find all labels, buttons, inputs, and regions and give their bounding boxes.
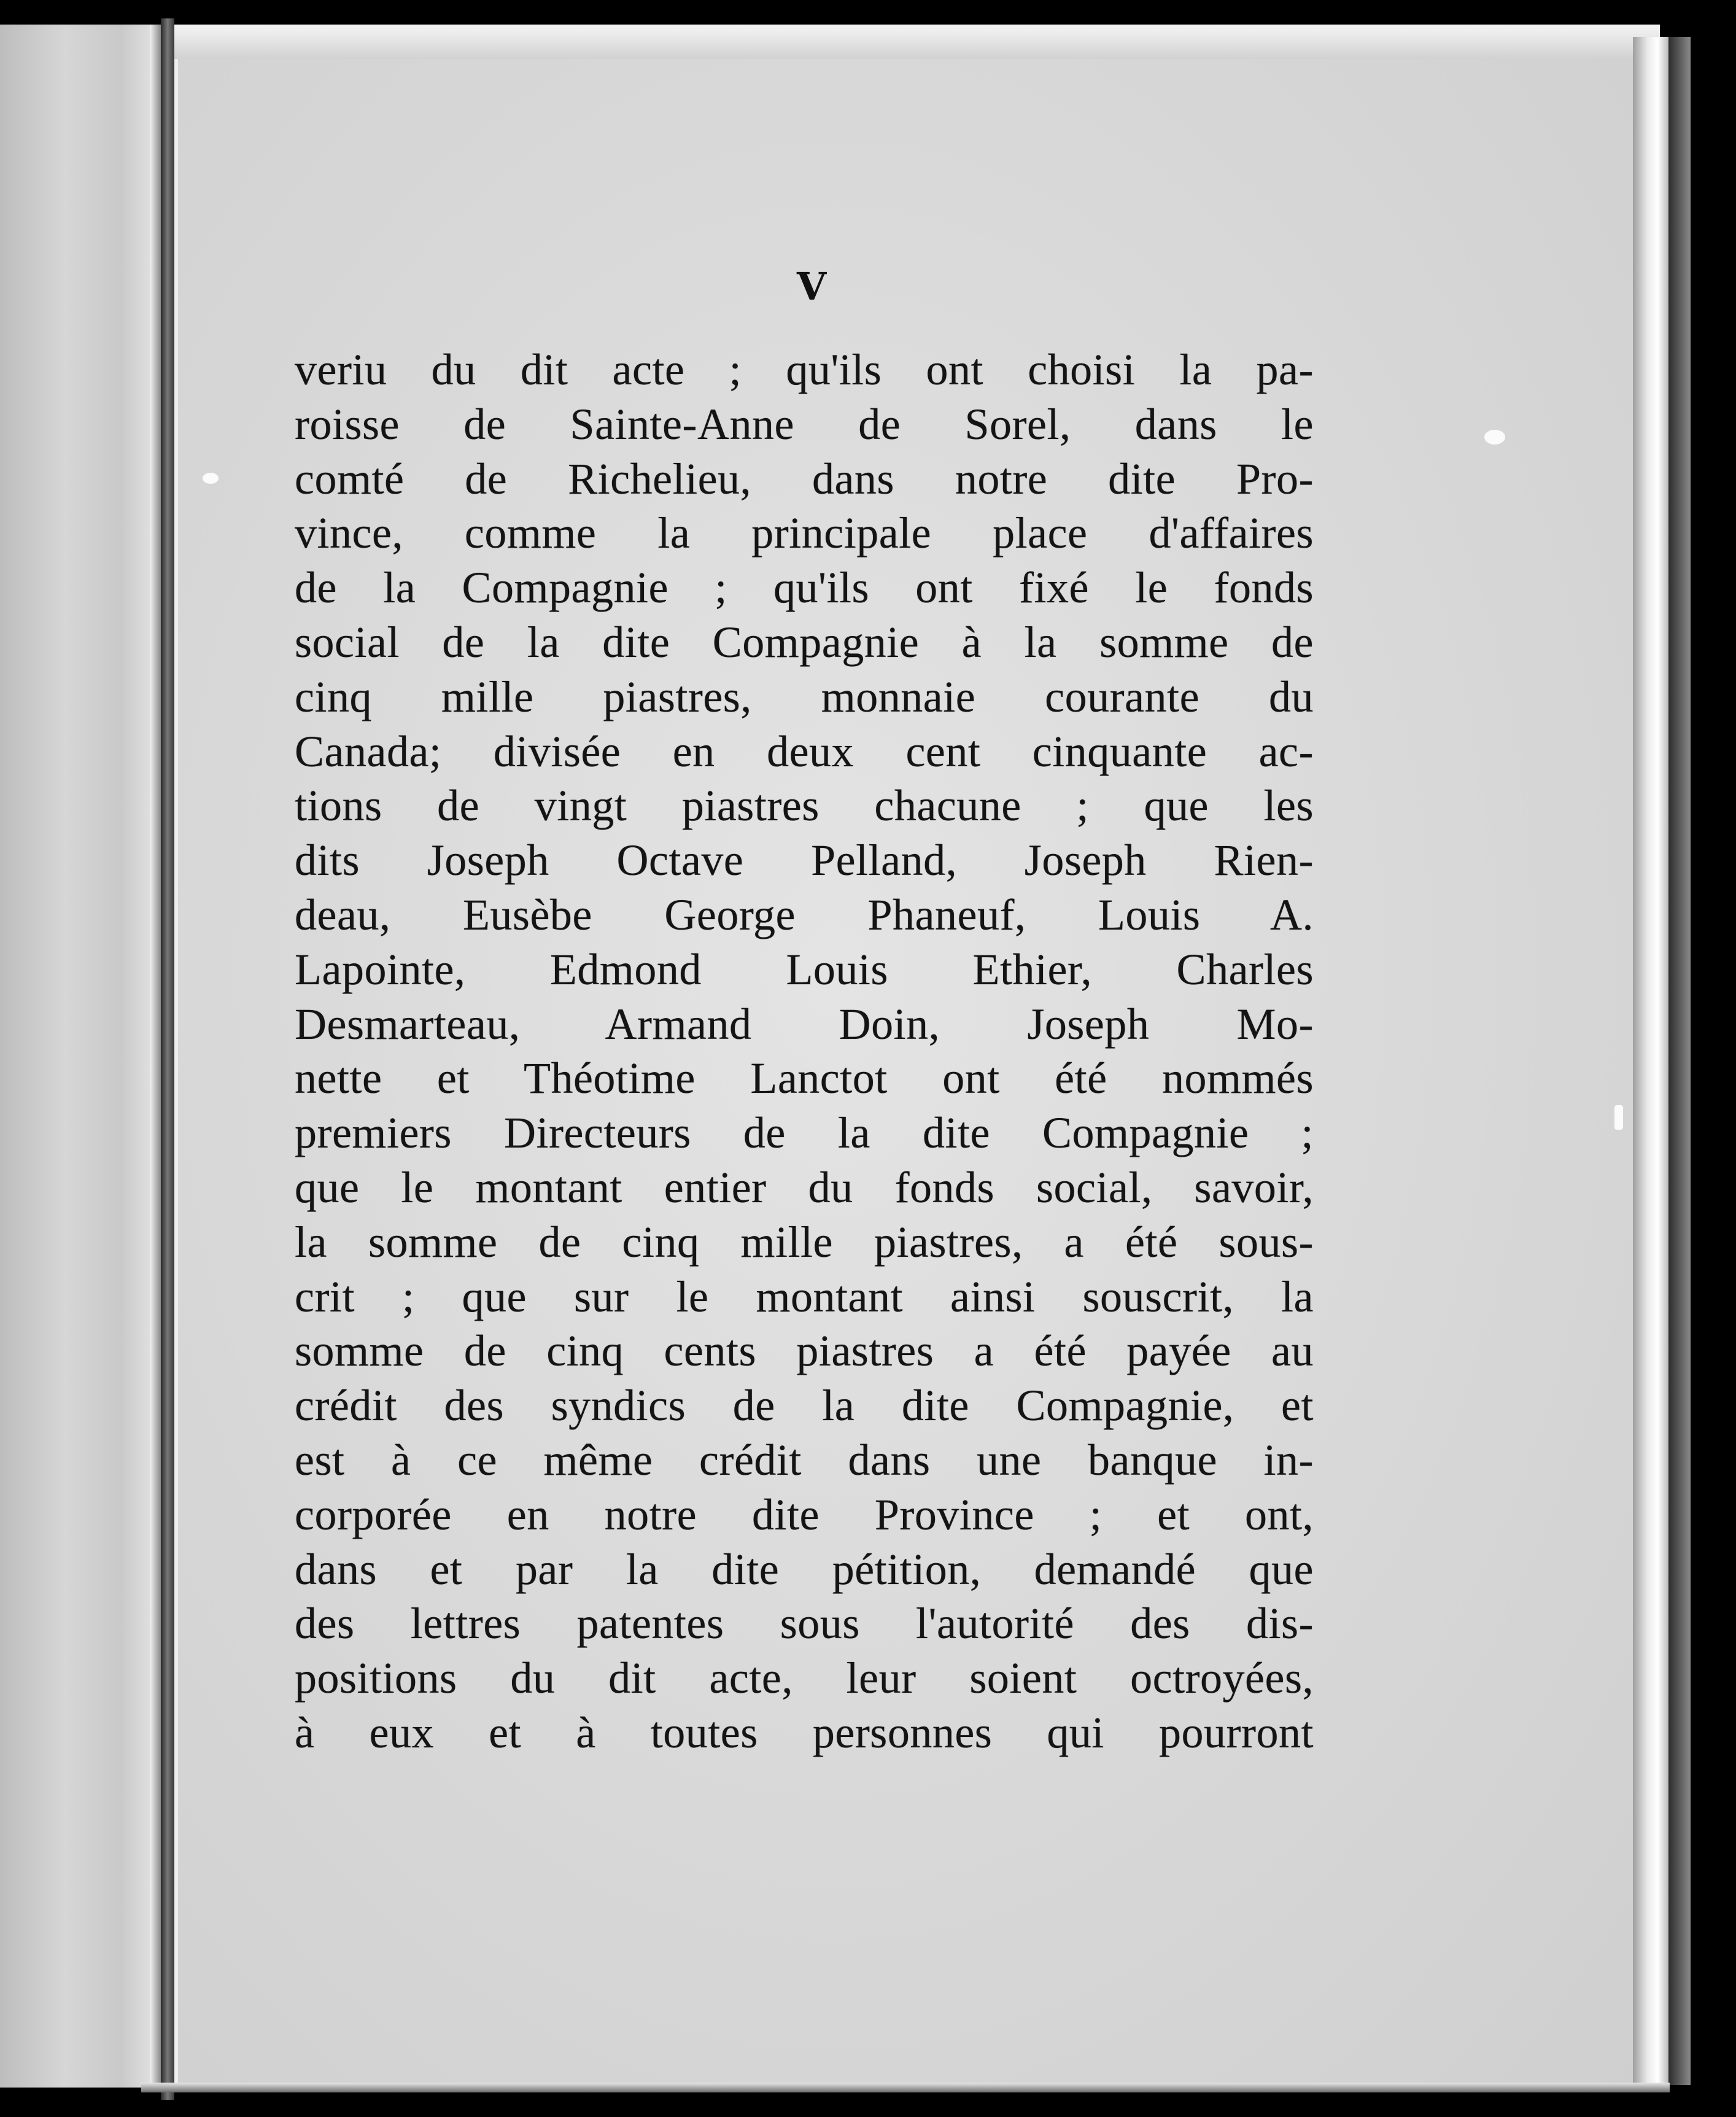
text-line: Canada; divisée en deux cent cinquante ac- xyxy=(295,726,1314,776)
text-line: crédit des syndics de la dite Compagnie, et xyxy=(295,1381,1314,1431)
text-line: cinq mille piastres, monnaie courante du xyxy=(295,672,1314,721)
book-gutter xyxy=(161,18,174,2100)
body-text xyxy=(295,343,1314,1760)
text-line: dans et par la dite pétition, demandé que xyxy=(295,1544,1314,1594)
text-line: de la Compagnie ; qu'ils ont fixé le fonds xyxy=(295,563,1314,613)
text-line: nette et Théotime Lanctot ont été nommés xyxy=(295,1054,1314,1103)
text-line: comté de Richelieu, dans notre dite Pro- xyxy=(295,454,1314,503)
text-line: vince, comme la principale place d'affaires xyxy=(295,508,1314,558)
text-line: crit ; que sur le montant ainsi souscrit, la xyxy=(295,1272,1314,1321)
page-bottom-edge xyxy=(141,2083,1670,2092)
page-top-edge xyxy=(174,25,1660,61)
page-thickness-shadow xyxy=(1668,37,1691,2085)
page-number: V xyxy=(796,264,827,309)
text-line: somme de cinq cents piastres a été payée au xyxy=(295,1326,1314,1376)
text-line: dits Joseph Octave Pelland, Joseph Rien- xyxy=(295,836,1314,885)
text-line: que le montant entier du fonds social, savoir, xyxy=(295,1162,1314,1212)
text-line: des lettres patentes sous l'autorité des dis- xyxy=(295,1599,1314,1649)
text-line: Lapointe, Edmond Louis Ethier, Charles xyxy=(295,944,1314,994)
text-line: premiers Directeurs de la dite Compagnie ; xyxy=(295,1108,1314,1158)
scan-speck xyxy=(1614,1105,1623,1130)
text-line: à eux et à toutes personnes qui pourront xyxy=(295,1707,1314,1757)
text-line: est à ce même crédit dans une banque in- xyxy=(295,1435,1314,1485)
left-facing-page-edge xyxy=(0,25,161,2088)
page-right-edge xyxy=(1633,37,1668,2085)
text-line: veriu du dit acte ; qu'ils ont choisi la pa- xyxy=(295,345,1314,394)
text-line: Desmarteau, Armand Doin, Joseph Mo- xyxy=(295,999,1314,1049)
text-line: social de la dite Compagnie à la somme de xyxy=(295,617,1314,667)
text-line: positions du dit acte, leur soient octroyées, xyxy=(295,1653,1314,1703)
text-line: corporée en notre dite Province ; et ont, xyxy=(295,1490,1314,1539)
text-line: la somme de cinq mille piastres, a été sous- xyxy=(295,1217,1314,1267)
scan-speck xyxy=(1484,430,1505,445)
text-line: deau, Eusèbe George Phaneuf, Louis A. xyxy=(295,890,1314,939)
text-line: roisse de Sainte-Anne de Sorel, dans le xyxy=(295,399,1314,449)
scan-speck xyxy=(203,473,219,484)
text-line: tions de vingt piastres chacune ; que les xyxy=(295,781,1314,831)
